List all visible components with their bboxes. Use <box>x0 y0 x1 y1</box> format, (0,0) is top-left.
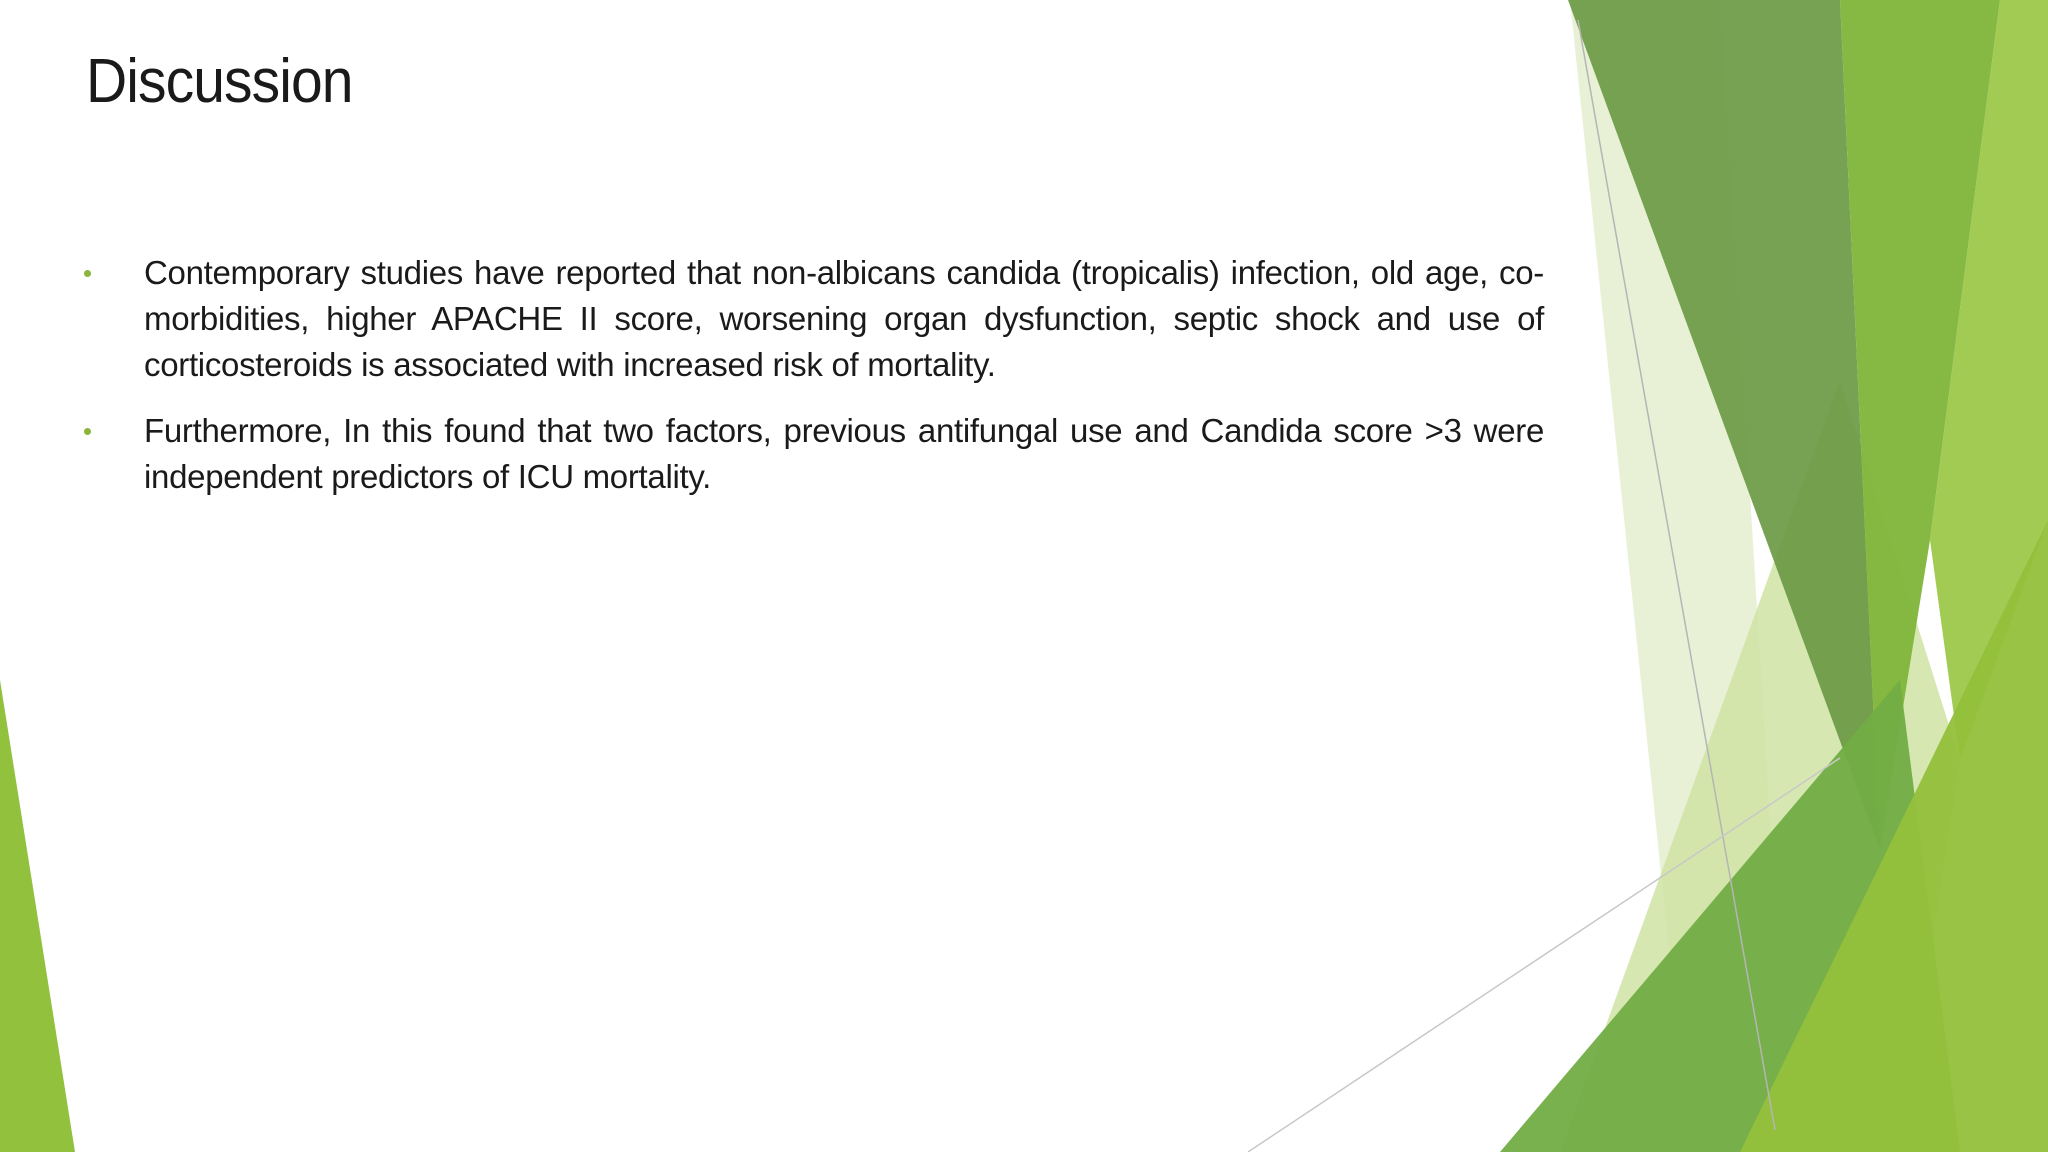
bullet-dot-icon <box>84 428 91 435</box>
bullet-text: Furthermore, In this found that two factors, previous antifungal use and Candida score >3 were independent predictors of ICU mortality. <box>144 412 1544 495</box>
bullet-dot-icon <box>84 270 91 277</box>
bullet-item <box>84 250 1544 388</box>
slide-title: Discussion <box>86 47 353 116</box>
bullet-text: Contemporary studies have reported that non-albicans candida (tropicalis) infection, old age, co-morbidities, higher APACHE II score, worsening organ dysfunction, septic shock and use of corticosteroids is associated with increased risk of mortality. <box>144 254 1544 383</box>
bullet-item <box>84 408 1544 500</box>
bullet-list <box>84 250 1544 520</box>
left-lime-sliver <box>0 680 75 1152</box>
